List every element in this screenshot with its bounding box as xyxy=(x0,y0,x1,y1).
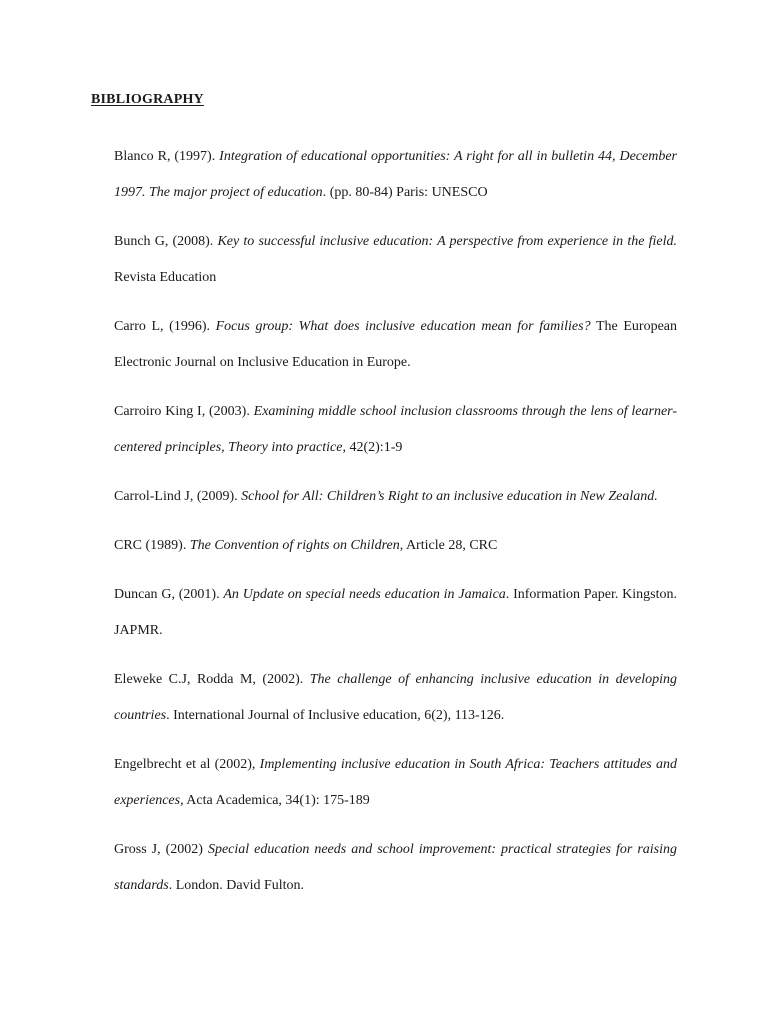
reference-source: The European Electronic Journal on Inclusive Education in Europe. xyxy=(114,319,677,370)
reference-author: Carroiro King I, (2003). xyxy=(114,404,254,419)
reference-author: CRC (1989). xyxy=(114,538,190,553)
reference-author: Carro L, (1996). xyxy=(114,319,216,334)
reference-entry xyxy=(114,747,677,819)
reference-author: Gross J, (2002) xyxy=(114,842,208,857)
reference-source: . International Journal of Inclusive education, 6(2), 113-126. xyxy=(166,708,505,723)
reference-source: . Information Paper. Kingston. JAPMR. xyxy=(114,587,678,638)
reference-title: Examining middle school inclusion classrooms through the lens of learner-centered principles, Theory into practice xyxy=(114,404,677,455)
reference-entry xyxy=(114,309,677,381)
reference-entry xyxy=(114,662,677,734)
reference-title: An Update on special needs education in Jamaica xyxy=(223,587,506,602)
reference-title: Special education needs and school improvement: practical strategies for raising standards xyxy=(114,842,677,893)
reference-title: Implementing inclusive education in South Africa: Teachers attitudes and experiences, xyxy=(114,757,678,808)
reference-entry xyxy=(114,528,677,564)
reference-title: Key to successful inclusive education: A perspective from experience in the field. xyxy=(217,234,677,249)
reference-source: . (pp. 80-84) Paris: UNESCO xyxy=(322,185,488,200)
reference-title: School for All: Children’s Right to an inclusive education in New Zealand. xyxy=(241,489,658,504)
reference-author: Engelbrecht et al (2002), xyxy=(114,757,260,772)
reference-list xyxy=(114,139,677,904)
reference-entry xyxy=(114,832,677,904)
reference-entry xyxy=(114,224,677,296)
reference-source: Article 28, CRC xyxy=(403,538,498,553)
reference-title: The Convention of rights on Children, xyxy=(189,538,404,553)
reference-author: Bunch G, (2008). xyxy=(114,234,218,249)
reference-entry xyxy=(114,139,677,211)
reference-author: Duncan G, (2001). xyxy=(114,587,224,602)
reference-source: . London. David Fulton. xyxy=(168,878,305,893)
reference-source: Revista Education xyxy=(114,270,217,285)
reference-entry xyxy=(114,479,677,515)
reference-title: The challenge of enhancing inclusive education in developing countries xyxy=(114,672,677,723)
reference-author: Carrol-Lind J, (2009). xyxy=(114,489,242,504)
reference-title: Integration of educational opportunities: A right for all in bulletin 44, December 1997. The major project of education xyxy=(114,149,677,200)
reference-author: Eleweke C.J, Rodda M, (2002). xyxy=(114,672,310,687)
reference-title: Focus group: What does inclusive education mean for families? xyxy=(215,319,591,334)
reference-author: Blanco R, (1997). xyxy=(114,149,220,164)
reference-entry xyxy=(114,577,677,649)
reference-source: , 42(2):1-9 xyxy=(342,440,403,455)
reference-entry xyxy=(114,394,677,466)
reference-source: Acta Academica, 34(1): 175-189 xyxy=(183,793,370,808)
bibliography-heading: BIBLIOGRAPHY xyxy=(91,92,204,107)
